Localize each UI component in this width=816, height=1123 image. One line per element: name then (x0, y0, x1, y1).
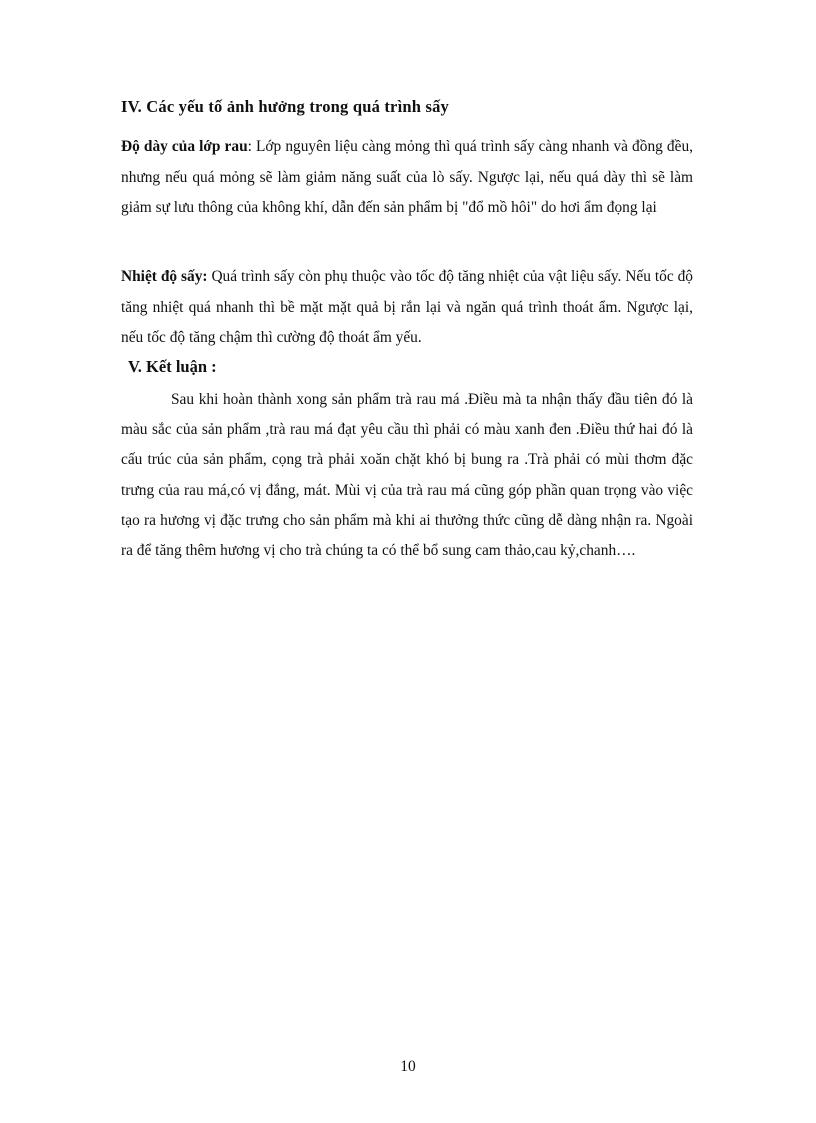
section-v-heading: V. Kết luận : (128, 357, 217, 376)
drying-temperature-paragraph (121, 262, 693, 354)
section-iv-heading: IV. Các yếu tố ảnh hưởng trong quá trình sấy (121, 97, 449, 116)
drying-temperature-text: Quá trình sấy còn phụ thuộc vào tốc độ tăng nhiệt của vật liệu sấy. Nếu tốc độ tăng nhiệt quá nhanh thì bề mặt mặt quả bị rắn lại và ngăn quá trình thoát ẩm. Ngược lại, nếu tốc độ tăng chậm thì cường độ thoát ẩm yếu. (121, 268, 693, 346)
drying-temperature-lead: Nhiệt độ sấy: (121, 268, 208, 285)
layer-thickness-lead: Độ dày của lớp rau (121, 138, 248, 155)
page-number: 10 (400, 1058, 416, 1075)
conclusion-paragraph: Sau khi hoàn thành xong sản phẩm trà rau má .Điều mà ta nhận thấy đầu tiên đó là màu sắc của sản phẩm ,trà rau má đạt yêu cầu thì phải có màu xanh đen .Điều thứ hai đó là cấu trúc của sản phẩm, cọng trà phải xoăn chặt khó bị bung ra .Trà phải có mùi thơm đặc trưng của rau má,có vị đắng, mát. Mùi vị của trà rau má cũng góp phần quan trọng vào việc tạo ra hương vị đặc trưng cho sản phẩm mà khi ai thưởng thức cũng dễ dàng nhận ra. Ngoài ra để tăng thêm hương vị cho trà chúng ta có thể bổ sung cam thảo,cau kỷ,chanh…. (121, 391, 693, 560)
layer-thickness-text: : Lớp nguyên liệu càng mỏng thì quá trình sấy càng nhanh và đồng đều, nhưng nếu quá mỏng sẽ làm giảm năng suất của lò sấy. Ngược lại, nếu quá dày thì sẽ làm giảm sự lưu thông của không khí, dẫn đến sản phẩm bị "đổ mồ hôi" do hơi ẩm đọng lại (121, 138, 693, 216)
layer-thickness-paragraph (121, 132, 693, 224)
